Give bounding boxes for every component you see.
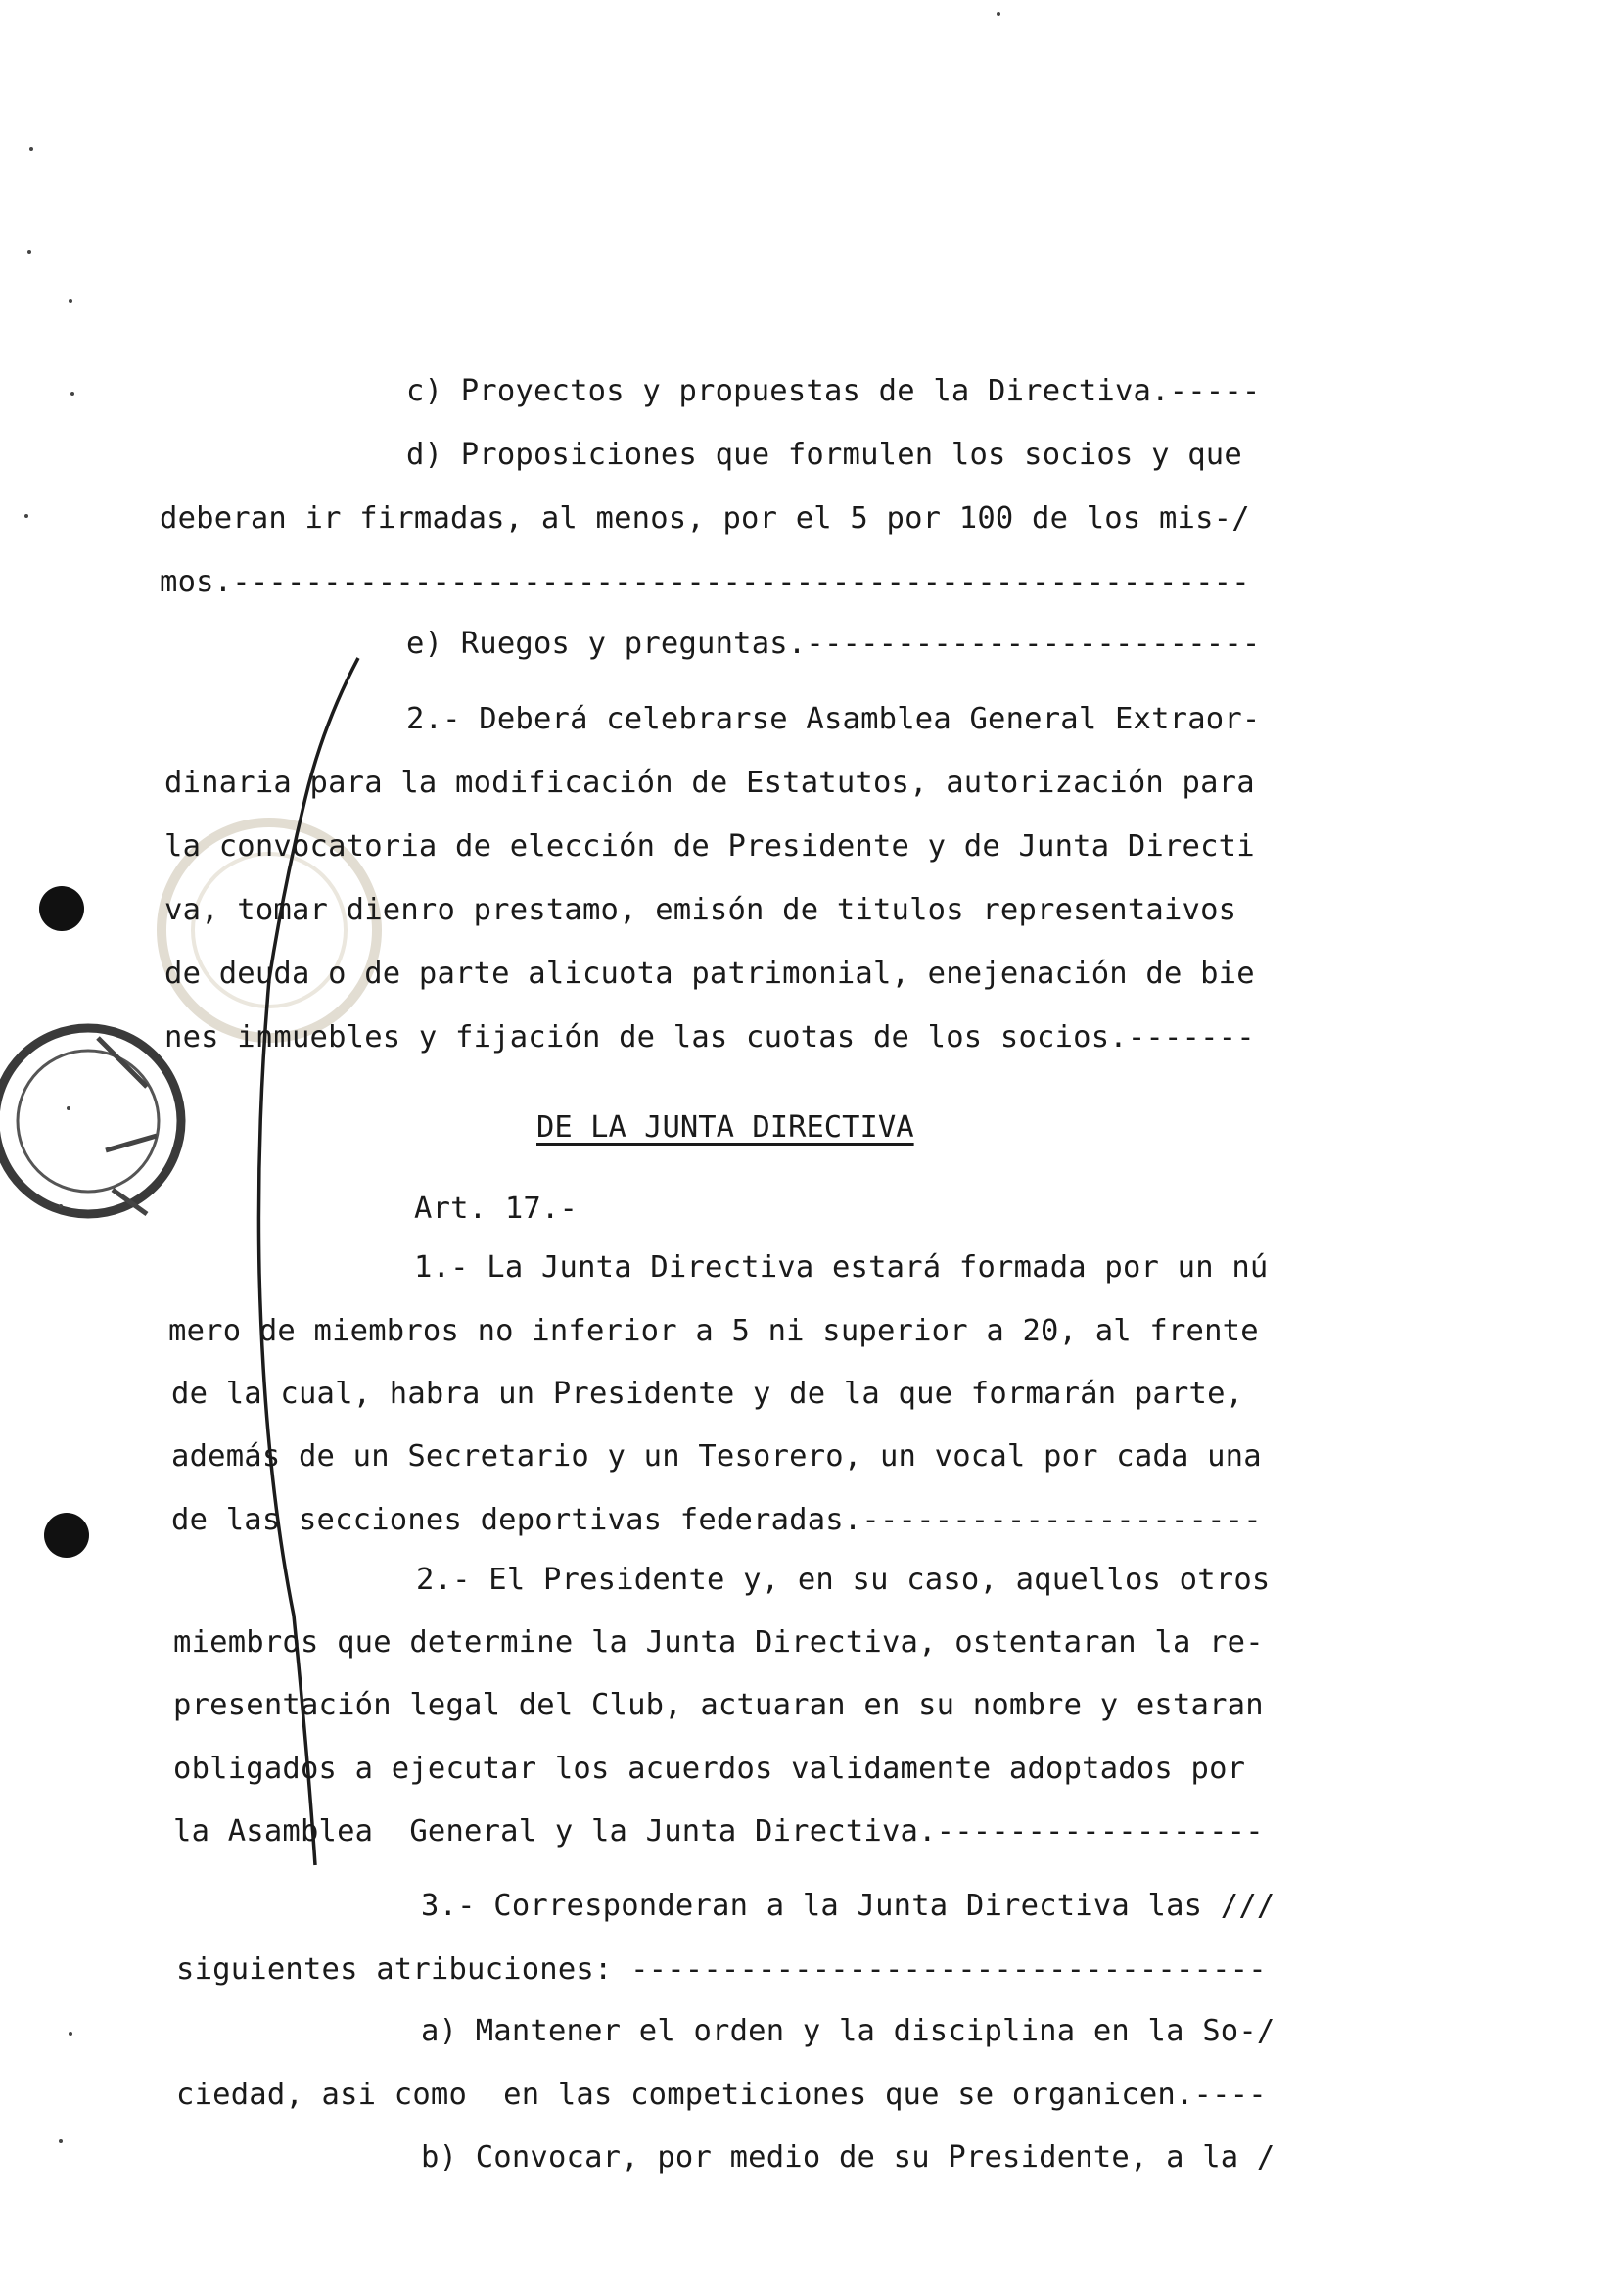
text-line: 2.- El Presidente y, en su caso, aquellos otros bbox=[416, 1563, 1271, 1597]
text-line: nes inmuebles y fijación de las cuotas de los socios.------- bbox=[164, 1020, 1255, 1054]
text-line: miembros que determine la Junta Directiva, ostentaran la re- bbox=[173, 1625, 1264, 1660]
notary-stamp bbox=[0, 1028, 181, 1214]
text-line: deberan ir firmadas, al menos, por el 5 por 100 de los mis-/ bbox=[160, 501, 1250, 536]
text-line: la convocatoria de elección de Presidente y de Junta Directi bbox=[164, 829, 1255, 864]
text-line: siguientes atribuciones: ----------------------------------- bbox=[176, 1952, 1267, 1987]
section-heading: DE LA JUNTA DIRECTIVA bbox=[536, 1110, 914, 1145]
text-line: va, tomar dienro prestamo, emisón de titulos representaivos bbox=[164, 893, 1237, 927]
text-line: presentación legal del Club, actuaran en su nombre y estaran bbox=[173, 1688, 1264, 1722]
text-line: a) Mantener el orden y la disciplina en la So-/ bbox=[421, 2014, 1276, 2048]
text-line: la Asamblea General y la Junta Directiva.------------------ bbox=[173, 1814, 1264, 1849]
article-label: Art. 17.- bbox=[414, 1192, 579, 1226]
text-line: obligados a ejecutar los acuerdos validamente adoptados por bbox=[173, 1752, 1246, 1786]
text-line: 1.- La Junta Directiva estará formada por un nú bbox=[414, 1250, 1269, 1285]
text-line: de deuda o de parte alicuota patrimonial, enejenación de bie bbox=[164, 957, 1255, 991]
text-line: 2.- Deberá celebrarse Asamblea General Extraor- bbox=[406, 702, 1261, 736]
text-line: 3.- Corresponderan a la Junta Directiva las /// bbox=[421, 1889, 1276, 1923]
binder-hole-bottom bbox=[44, 1513, 89, 1558]
text-line: c) Proyectos y propuestas de la Directiva.----- bbox=[406, 374, 1261, 408]
text-line: además de un Secretario y un Tesorero, un vocal por cada una bbox=[171, 1439, 1262, 1474]
text-line: de la cual, habra un Presidente y de la que formarán parte, bbox=[171, 1377, 1244, 1411]
text-line: e) Ruegos y preguntas.------------------------- bbox=[406, 627, 1261, 661]
text-line: ciedad, asi como en las competiciones que se organicen.---- bbox=[176, 2078, 1267, 2112]
text-line: dinaria para la modificación de Estatutos, autorización para bbox=[164, 766, 1255, 800]
text-line: de las secciones deportivas federadas.---------------------- bbox=[171, 1503, 1262, 1537]
text-line: mero de miembros no inferior a 5 ni superior a 20, al frente bbox=[168, 1314, 1259, 1348]
binder-hole-top bbox=[39, 886, 84, 931]
text-line: mos.-------------------------------------------------------- bbox=[160, 565, 1250, 599]
text-line: b) Convocar, por medio de su Presidente, a la / bbox=[421, 2140, 1276, 2175]
text-line: d) Proposiciones que formulen los socios y que bbox=[406, 438, 1242, 472]
